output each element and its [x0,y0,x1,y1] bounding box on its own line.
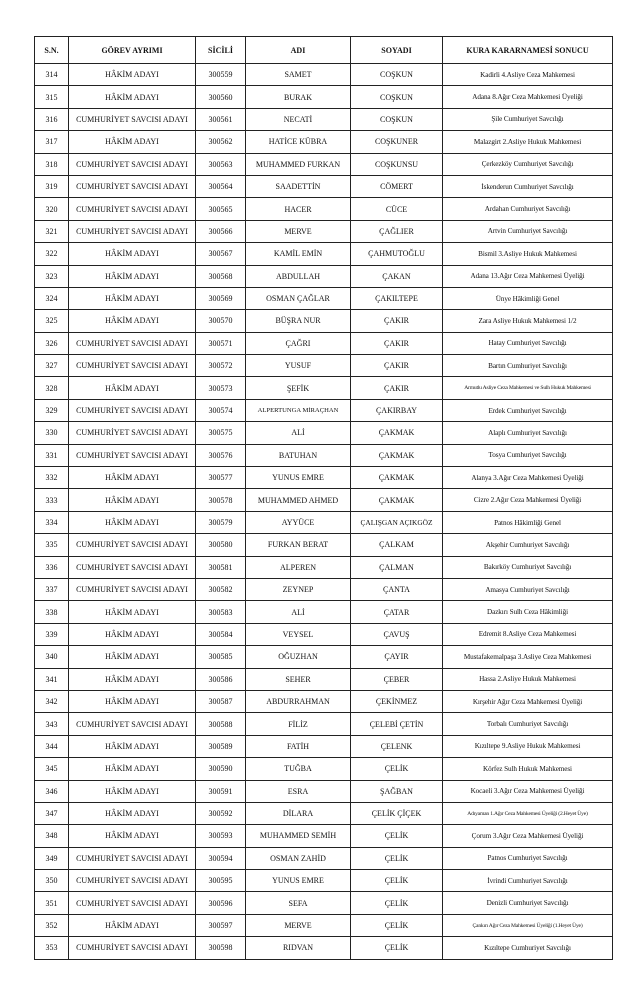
cell-sonuc: Patnos Hâkimliği Genel [443,511,613,533]
cell-gorev: CUMHURİYET SAVCISI ADAYI [69,534,196,556]
cell-sicil: 300591 [196,780,246,802]
table-row [35,601,613,623]
cell-gorev: HÂKİM ADAYI [69,735,196,757]
cell-sicil: 300559 [196,64,246,86]
cell-soyadi: ÇEKİNMEZ [351,690,443,712]
table-row [35,243,613,265]
cell-sonuc: Çankırı Ağır Ceza Mahkemesi Üyeliği (1.Heyet Üye) [443,914,613,936]
cell-sicil: 300582 [196,578,246,600]
cell-sonuc: Amasya Cumhuriyet Savcılığı [443,578,613,600]
table-row [35,64,613,86]
cell-soyadi: COŞKUN [351,86,443,108]
cell-gorev: CUMHURİYET SAVCISI ADAYI [69,198,196,220]
table-row [35,690,613,712]
table-row [35,489,613,511]
cell-sonuc: Edremit 8.Asliye Ceza Mahkemesi [443,623,613,645]
cell-adi: HATİCE KÜBRA [246,131,351,153]
cell-sonuc: Zara Asliye Hukuk Mahkemesi 1/2 [443,310,613,332]
cell-sonuc: İskenderun Cumhuriyet Savcılığı [443,175,613,197]
cell-soyadi: ÇAĞLIER [351,220,443,242]
cell-adi: TUĞBA [246,758,351,780]
cell-soyadi: ÇELİK [351,914,443,936]
cell-sonuc: Torbalı Cumhuriyet Savcılığı [443,713,613,735]
cell-soyadi: ÇELİK [351,870,443,892]
cell-adi: ÇAĞRI [246,332,351,354]
cell-sicil: 300571 [196,332,246,354]
cell-adi: VEYSEL [246,623,351,645]
cell-soyadi: COŞKUN [351,64,443,86]
cell-soyadi: ÇAKIRBAY [351,399,443,421]
cell-sicil: 300580 [196,534,246,556]
table-row [35,870,613,892]
cell-soyadi: ÇELİK [351,758,443,780]
cell-sicil: 300562 [196,131,246,153]
cell-soyadi: ÇAKIR [351,377,443,399]
cell-gorev: HÂKİM ADAYI [69,780,196,802]
cell-sicil: 300560 [196,86,246,108]
cell-sonuc: Adana 13.Ağır Ceza Mahkemesi Üyeliği [443,265,613,287]
cell-sn: 333 [35,489,69,511]
cell-sn: 339 [35,623,69,645]
cell-gorev: CUMHURİYET SAVCISI ADAYI [69,892,196,914]
cell-gorev: HÂKİM ADAYI [69,646,196,668]
cell-gorev: HÂKİM ADAYI [69,690,196,712]
cell-soyadi: ÇAVUŞ [351,623,443,645]
cell-soyadi: ÇELİK [351,892,443,914]
cell-sicil: 300577 [196,467,246,489]
cell-adi: ABDULLAH [246,265,351,287]
cell-soyadi: COŞKUN [351,108,443,130]
cell-sn: 321 [35,220,69,242]
table-row [35,422,613,444]
cell-gorev: CUMHURİYET SAVCISI ADAYI [69,556,196,578]
table-row [35,399,613,421]
cell-adi: RIDVAN [246,937,351,959]
cell-adi: SAMET [246,64,351,86]
cell-sn: 343 [35,713,69,735]
cell-sonuc: Kızıltepe Cumhuriyet Savcılığı [443,937,613,959]
cell-adi: MUHAMMED AHMED [246,489,351,511]
cell-sicil: 300586 [196,668,246,690]
cell-sonuc: Bakırköy Cumhuriyet Savcılığı [443,556,613,578]
cell-sicil: 300567 [196,243,246,265]
cell-sn: 341 [35,668,69,690]
cell-sicil: 300588 [196,713,246,735]
table-row [35,780,613,802]
cell-gorev: CUMHURİYET SAVCISI ADAYI [69,847,196,869]
cell-sicil: 300578 [196,489,246,511]
cell-sicil: 300573 [196,377,246,399]
cell-adi: BÜŞRA NUR [246,310,351,332]
table-row [35,892,613,914]
cell-sonuc: Çorum 3.Ağır Ceza Mahkemesi Üyeliği [443,825,613,847]
cell-sicil: 300569 [196,287,246,309]
cell-sn: 336 [35,556,69,578]
cell-soyadi: ÇELEBİ ÇETİN [351,713,443,735]
cell-sicil: 300594 [196,847,246,869]
table-row [35,758,613,780]
cell-sicil: 300566 [196,220,246,242]
cell-adi: DİLARA [246,802,351,824]
cell-sn: 335 [35,534,69,556]
cell-sicil: 300593 [196,825,246,847]
cell-gorev: CUMHURİYET SAVCISI ADAYI [69,422,196,444]
table-row [35,646,613,668]
cell-gorev: CUMHURİYET SAVCISI ADAYI [69,153,196,175]
cell-sonuc: İvrindi Cumhuriyet Savcılığı [443,870,613,892]
cell-sonuc: Adıyaman 1.Ağır Ceza Mahkemesi Üyeliği (2.Heyet Üye) [443,802,613,824]
cell-gorev: CUMHURİYET SAVCISI ADAYI [69,175,196,197]
cell-soyadi: CÖMERT [351,175,443,197]
cell-sicil: 300596 [196,892,246,914]
cell-adi: YUNUS EMRE [246,467,351,489]
table-row [35,847,613,869]
cell-sicil: 300587 [196,690,246,712]
table-row [35,668,613,690]
cell-gorev: HÂKİM ADAYI [69,601,196,623]
table-body [35,64,613,960]
cell-sn: 316 [35,108,69,130]
cell-sn: 330 [35,422,69,444]
table-header [35,37,613,64]
cell-sonuc: Patnos Cumhuriyet Savcılığı [443,847,613,869]
header-sn: S.N. [35,37,69,64]
cell-adi: FURKAN BERAT [246,534,351,556]
cell-soyadi: ÇELİK [351,847,443,869]
cell-sicil: 300598 [196,937,246,959]
cell-soyadi: ÇALKAM [351,534,443,556]
cell-sn: 323 [35,265,69,287]
cell-soyadi: ÇELİK [351,825,443,847]
cell-gorev: CUMHURİYET SAVCISI ADAYI [69,937,196,959]
cell-sonuc: Artvin Cumhuriyet Savcılığı [443,220,613,242]
cell-sicil: 300563 [196,153,246,175]
cell-sonuc: Denizli Cumhuriyet Savcılığı [443,892,613,914]
cell-soyadi: ÇATAR [351,601,443,623]
cell-soyadi: ÇELENK [351,735,443,757]
cell-gorev: HÂKİM ADAYI [69,64,196,86]
cell-adi: ABDURRAHMAN [246,690,351,712]
table-row [35,86,613,108]
cell-sicil: 300592 [196,802,246,824]
cell-gorev: HÂKİM ADAYI [69,825,196,847]
cell-sonuc: Kızıltepe 9.Asliye Hukuk Mahkemesi [443,735,613,757]
cell-sonuc: Akşehir Cumhuriyet Savcılığı [443,534,613,556]
cell-adi: MUHAMMED FURKAN [246,153,351,175]
cell-sicil: 300589 [196,735,246,757]
cell-soyadi: ÇAKMAK [351,444,443,466]
cell-sonuc: Malazgirt 2.Asliye Hukuk Mahkemesi [443,131,613,153]
cell-sicil: 300597 [196,914,246,936]
cell-gorev: CUMHURİYET SAVCISI ADAYI [69,355,196,377]
table-row [35,220,613,242]
cell-soyadi: ÇANTA [351,578,443,600]
cell-sonuc: Ardahan Cumhuriyet Savcılığı [443,198,613,220]
cell-soyadi: ŞAĞBAN [351,780,443,802]
cell-soyadi: ÇAKMAK [351,422,443,444]
cell-soyadi: ÇELİK ÇİÇEK [351,802,443,824]
cell-adi: ALİ [246,601,351,623]
cell-gorev: HÂKİM ADAYI [69,243,196,265]
cell-sonuc: Çerkezköy Cumhuriyet Savcılığı [443,153,613,175]
table-row [35,131,613,153]
cell-adi: OSMAN ÇAĞLAR [246,287,351,309]
cell-sonuc: Alaplı Cumhuriyet Savcılığı [443,422,613,444]
cell-sicil: 300570 [196,310,246,332]
cell-soyadi: ÇALIŞGAN AÇIKGÖZ [351,511,443,533]
table-row [35,937,613,959]
cell-soyadi: ÇAKAN [351,265,443,287]
cell-sonuc: Hatay Cumhuriyet Savcılığı [443,332,613,354]
cell-gorev: HÂKİM ADAYI [69,758,196,780]
table-row [35,175,613,197]
cell-soyadi: ÇAKMAK [351,467,443,489]
table-row [35,153,613,175]
table-row [35,825,613,847]
cell-gorev: HÂKİM ADAYI [69,287,196,309]
cell-sn: 320 [35,198,69,220]
table-row [35,287,613,309]
table-row [35,802,613,824]
cell-gorev: HÂKİM ADAYI [69,377,196,399]
cell-sn: 352 [35,914,69,936]
kura-results-table [34,36,613,960]
cell-sn: 349 [35,847,69,869]
table-row [35,713,613,735]
header-row [35,37,613,64]
cell-gorev: CUMHURİYET SAVCISI ADAYI [69,870,196,892]
cell-adi: ZEYNEP [246,578,351,600]
cell-gorev: CUMHURİYET SAVCISI ADAYI [69,444,196,466]
cell-sonuc: Mustafakemalpaşa 3.Asliye Ceza Mahkemesi [443,646,613,668]
cell-soyadi: CÜCE [351,198,443,220]
cell-sn: 351 [35,892,69,914]
cell-sn: 344 [35,735,69,757]
cell-sicil: 300572 [196,355,246,377]
cell-soyadi: ÇAYIR [351,646,443,668]
table-row [35,198,613,220]
cell-sonuc: Tosya Cumhuriyet Savcılığı [443,444,613,466]
cell-gorev: CUMHURİYET SAVCISI ADAYI [69,108,196,130]
cell-sn: 319 [35,175,69,197]
table-row [35,735,613,757]
cell-gorev: HÂKİM ADAYI [69,914,196,936]
cell-gorev: HÂKİM ADAYI [69,310,196,332]
cell-sn: 322 [35,243,69,265]
cell-adi: SEFA [246,892,351,914]
header-adi: ADI [246,37,351,64]
cell-sicil: 300590 [196,758,246,780]
cell-gorev: HÂKİM ADAYI [69,86,196,108]
cell-adi: MERVE [246,220,351,242]
cell-adi: KAMİL EMİN [246,243,351,265]
cell-soyadi: ÇALMAN [351,556,443,578]
cell-sicil: 300595 [196,870,246,892]
cell-soyadi: ÇELİK [351,937,443,959]
cell-soyadi: ÇAKILTEPE [351,287,443,309]
table-row [35,578,613,600]
cell-sicil: 300583 [196,601,246,623]
cell-sn: 340 [35,646,69,668]
cell-gorev: HÂKİM ADAYI [69,511,196,533]
cell-sicil: 300585 [196,646,246,668]
cell-soyadi: COŞKUNSU [351,153,443,175]
cell-sn: 315 [35,86,69,108]
cell-sonuc: Kırşehir Ağır Ceza Mahkemesi Üyeliği [443,690,613,712]
cell-soyadi: ÇAKIR [351,355,443,377]
cell-sonuc: Bismil 3.Asliye Hukuk Mahkemesi [443,243,613,265]
header-soyadi: SOYADI [351,37,443,64]
cell-adi: OSMAN ZAHİD [246,847,351,869]
cell-sn: 353 [35,937,69,959]
cell-sn: 327 [35,355,69,377]
cell-gorev: CUMHURİYET SAVCISI ADAYI [69,220,196,242]
cell-adi: ALPERTUNGA MİRAÇHAN [246,399,351,421]
cell-sonuc: Kadirli 4.Asliye Ceza Mahkemesi [443,64,613,86]
cell-gorev: CUMHURİYET SAVCISI ADAYI [69,578,196,600]
table-row [35,511,613,533]
table-row [35,265,613,287]
cell-sn: 329 [35,399,69,421]
cell-adi: AYYÜCE [246,511,351,533]
cell-sn: 345 [35,758,69,780]
cell-sn: 338 [35,601,69,623]
cell-adi: YUSUF [246,355,351,377]
cell-adi: ALPEREN [246,556,351,578]
cell-sonuc: Hassa 2.Asliye Hukuk Mahkemesi [443,668,613,690]
cell-adi: MERVE [246,914,351,936]
cell-soyadi: ÇAKIR [351,332,443,354]
cell-sicil: 300576 [196,444,246,466]
table-row [35,310,613,332]
cell-sicil: 300565 [196,198,246,220]
cell-soyadi: ÇAHMUTOĞLU [351,243,443,265]
table-row [35,556,613,578]
cell-adi: HACER [246,198,351,220]
cell-sn: 332 [35,467,69,489]
cell-sn: 326 [35,332,69,354]
cell-soyadi: COŞKUNER [351,131,443,153]
cell-sonuc: Cizre 2.Ağır Ceza Mahkemesi Üyeliği [443,489,613,511]
cell-sonuc: Şile Cumhuriyet Savcılığı [443,108,613,130]
header-sonuc: KURA KARARNAMESİ SONUCU [443,37,613,64]
cell-adi: ALİ [246,422,351,444]
cell-sonuc: Bartın Cumhuriyet Savcılığı [443,355,613,377]
cell-gorev: HÂKİM ADAYI [69,265,196,287]
header-sicil: SİCİLİ [196,37,246,64]
table-row [35,355,613,377]
cell-sn: 318 [35,153,69,175]
cell-sonuc: Armutlu Asliye Ceza Mahkemesi ve Sulh Hukuk Mahkemesi [443,377,613,399]
table-row [35,332,613,354]
cell-gorev: HÂKİM ADAYI [69,131,196,153]
cell-sn: 342 [35,690,69,712]
cell-sicil: 300579 [196,511,246,533]
cell-sn: 331 [35,444,69,466]
cell-gorev: HÂKİM ADAYI [69,802,196,824]
cell-gorev: HÂKİM ADAYI [69,467,196,489]
cell-gorev: HÂKİM ADAYI [69,489,196,511]
cell-sicil: 300564 [196,175,246,197]
cell-sonuc: Ünye Hâkimliği Genel [443,287,613,309]
table-row [35,534,613,556]
cell-sicil: 300581 [196,556,246,578]
cell-sonuc: Alanya 3.Ağır Ceza Mahkemesi Üyeliği [443,467,613,489]
table-row [35,108,613,130]
cell-gorev: CUMHURİYET SAVCISI ADAYI [69,713,196,735]
cell-gorev: CUMHURİYET SAVCISI ADAYI [69,399,196,421]
cell-adi: ŞEFİK [246,377,351,399]
cell-sn: 325 [35,310,69,332]
cell-sicil: 300575 [196,422,246,444]
cell-sn: 350 [35,870,69,892]
cell-sicil: 300568 [196,265,246,287]
cell-adi: NECATİ [246,108,351,130]
cell-sonuc: Körfez Sulh Hukuk Mahkemesi [443,758,613,780]
cell-sn: 348 [35,825,69,847]
cell-sicil: 300561 [196,108,246,130]
header-gorev: GÖREV AYRIMI [69,37,196,64]
cell-adi: YUNUS EMRE [246,870,351,892]
cell-sonuc: Adana 8.Ağır Ceza Mahkemesi Üyeliği [443,86,613,108]
cell-sn: 347 [35,802,69,824]
cell-sn: 328 [35,377,69,399]
cell-sn: 334 [35,511,69,533]
table-row [35,444,613,466]
cell-sn: 337 [35,578,69,600]
cell-adi: OĞUZHAN [246,646,351,668]
cell-sn: 324 [35,287,69,309]
cell-adi: ESRA [246,780,351,802]
cell-sonuc: Erdek Cumhuriyet Savcılığı [443,399,613,421]
cell-sicil: 300584 [196,623,246,645]
cell-gorev: CUMHURİYET SAVCISI ADAYI [69,332,196,354]
cell-adi: FİLİZ [246,713,351,735]
cell-adi: BATUHAN [246,444,351,466]
cell-sonuc: Dazkırı Sulh Ceza Hâkimliği [443,601,613,623]
cell-sn: 346 [35,780,69,802]
cell-adi: SEHER [246,668,351,690]
cell-adi: BURAK [246,86,351,108]
cell-soyadi: ÇEBER [351,668,443,690]
cell-sn: 314 [35,64,69,86]
cell-soyadi: ÇAKIR [351,310,443,332]
table-row [35,623,613,645]
cell-adi: MUHAMMED SEMİH [246,825,351,847]
cell-sonuc: Kocaeli 3.Ağır Ceza Mahkemesi Üyeliği [443,780,613,802]
cell-soyadi: ÇAKMAK [351,489,443,511]
cell-adi: FATİH [246,735,351,757]
cell-sn: 317 [35,131,69,153]
cell-gorev: HÂKİM ADAYI [69,668,196,690]
cell-gorev: HÂKİM ADAYI [69,623,196,645]
table-row [35,914,613,936]
table-row [35,377,613,399]
cell-adi: SAADETTİN [246,175,351,197]
cell-sicil: 300574 [196,399,246,421]
table-row [35,467,613,489]
